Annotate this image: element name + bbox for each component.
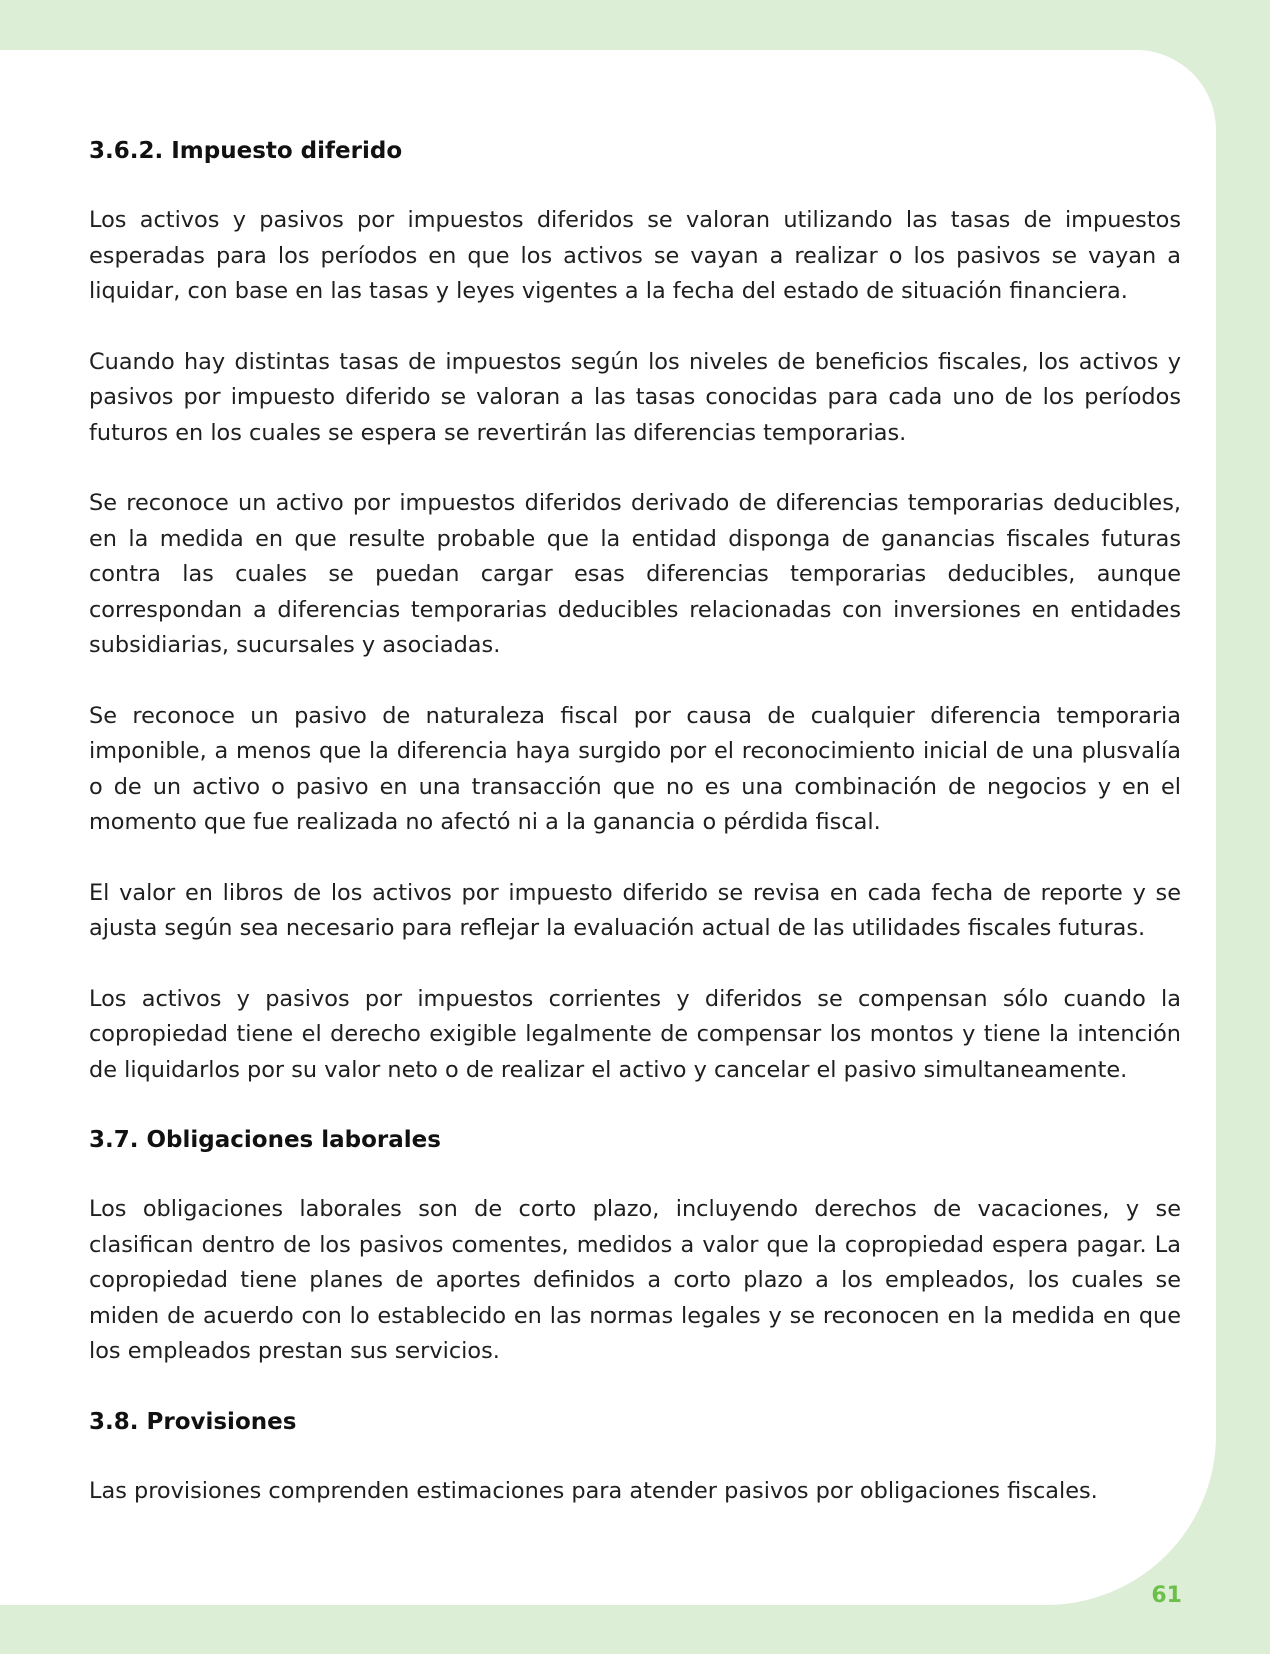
paragraph: Los activos y pasivos por impuestos diferidos se valoran utilizando las tasas de impuestos esperadas para los períodos en que los activos se vayan a realizar o los pasivos se vayan a liquidar, con base en las tasas y leyes vigentes a la fecha del estado de situación financiera. — [89, 207, 1181, 304]
document-body — [89, 134, 1181, 1544]
paragraph: Las provisiones comprenden estimaciones para atender pasivos por obligaciones fiscales. — [89, 1477, 1098, 1504]
paragraph: Cuando hay distintas tasas de impuestos según los niveles de beneficios fiscales, los activos y pasivos por impuesto diferido se valoran a las tasas conocidas para cada uno de los períodos futuros en los cuales se espera se revertirán las diferencias temporarias. — [89, 348, 1181, 446]
page-card — [0, 50, 1216, 1605]
paragraph: Se reconoce un activo por impuestos diferidos derivado de diferencias temporarias deducibles, en la medida en que resulte probable que la entidad disponga de ganancias fiscales futuras contra las cuales se puedan cargar esas diferencias temporarias deducibles, aunque correspondan a diferencias temporarias deducibles relacionadas con inversiones en entidades subsidiarias, sucursales y asociadas. — [89, 490, 1181, 658]
section-heading-provisiones: 3.8. Provisiones — [89, 1408, 297, 1435]
page-number: 61 — [1151, 1583, 1182, 1608]
paragraph: El valor en libros de los activos por impuesto diferido se revisa en cada fecha de reporte y se ajusta según sea necesario para reflejar la evaluación actual de las utilidades fiscales futuras. — [89, 879, 1181, 941]
paragraph: Los obligaciones laborales son de corto plazo, incluyendo derechos de vacaciones, y se clasifican dentro de los pasivos comentes, medidos a valor que la copropiedad espera pagar. La copropiedad tiene planes de aportes definidos a corto plazo a los empleados, los cuales se miden de acuerdo con lo establecido en las normas legales y se reconocen en la medida en que los empleados prestan sus servicios. — [89, 1196, 1181, 1364]
section-heading-obligaciones-laborales: 3.7. Obligaciones laborales — [89, 1127, 441, 1153]
paragraph: Los activos y pasivos por impuestos corrientes y diferidos se compensan sólo cuando la copropiedad tiene el derecho exigible legalmente de compensar los montos y tiene la intención de liquidarlos por su valor neto o de realizar el activo y cancelar el pasivo simultaneamente. — [89, 985, 1181, 1083]
section-heading-impuesto-diferido: 3.6.2. Impuesto diferido — [89, 138, 403, 164]
paragraph: Se reconoce un pasivo de naturaleza fiscal por causa de cualquier diferencia temporaria imponible, a menos que la diferencia haya surgido por el reconocimiento inicial de una plusvalía o de un activo o pasivo en una transacción que no es una combinación de negocios y en el momento que fue realizada no afectó ni a la ganancia o pérdida fiscal. — [89, 702, 1181, 835]
